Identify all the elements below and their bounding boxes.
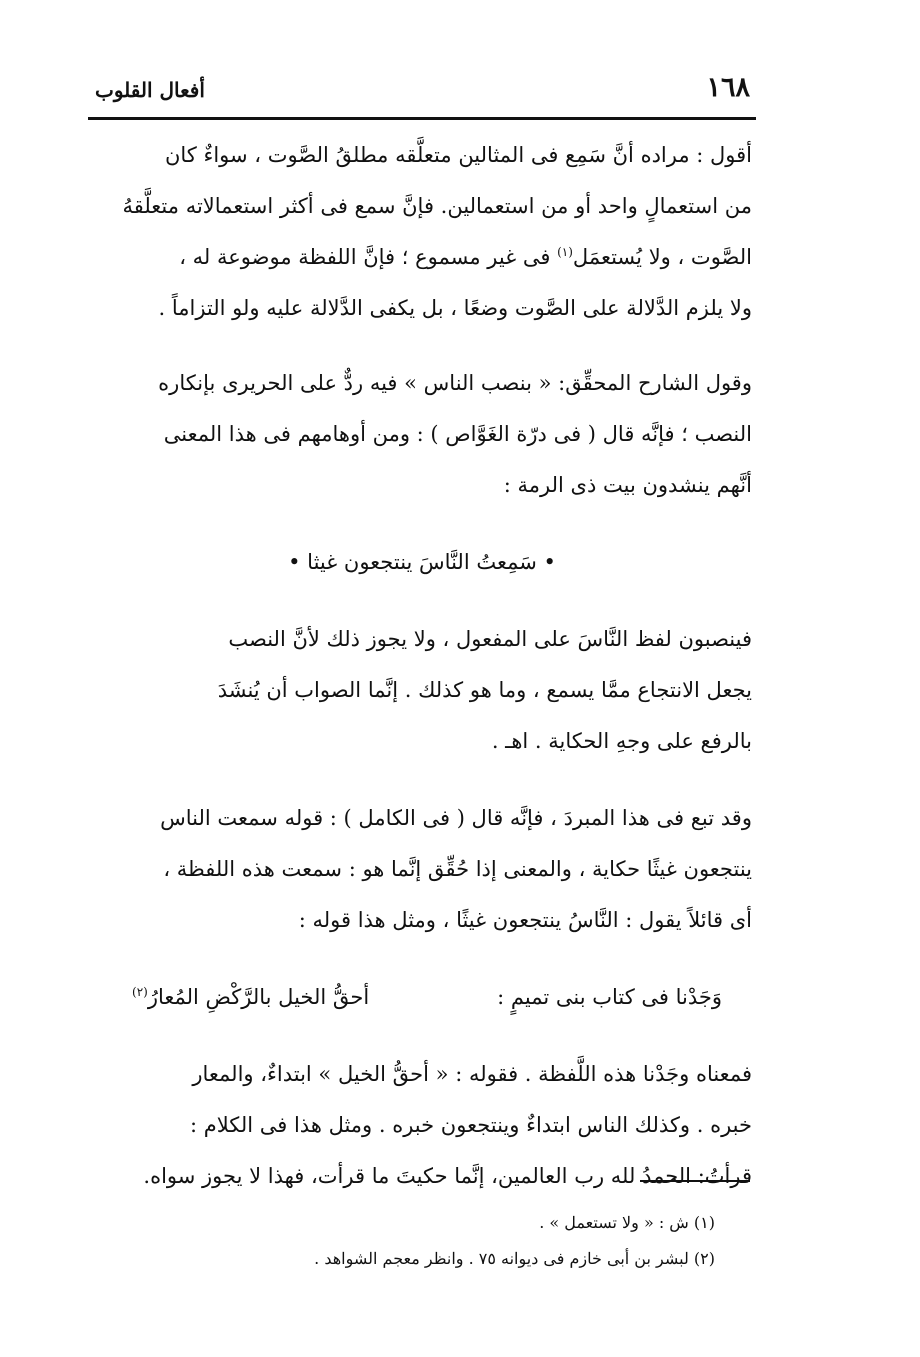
paragraph-gap bbox=[92, 1023, 752, 1049]
text-line: أى قائلاً يقول : النَّاسُ ينتجعون غيثًا ، ومثل هذا قوله : bbox=[298, 908, 752, 932]
main-text bbox=[92, 130, 752, 1202]
footnote-ref: (١) bbox=[557, 245, 573, 259]
page-header bbox=[95, 72, 755, 112]
text-line bbox=[92, 232, 752, 283]
text-line: وقد تبع فى هذا المبردَ ، فإنَّه قال ( فى الكامل ) : قوله سمعت الناس bbox=[160, 806, 752, 830]
text-line: أنَّهم ينشدون بيت ذى الرمة : bbox=[503, 473, 752, 497]
text-line: يجعل الانتجاع ممَّا يسمع ، وما هو كذلك . إنَّما الصواب أن يُنشَدَ bbox=[217, 678, 752, 702]
text-line: خبره . وكذلك الناس ابتداءٌ وينتجعون خبره . ومثل هذا فى الكلام : bbox=[189, 1113, 752, 1137]
running-title: أفعال القلوب bbox=[95, 78, 205, 102]
text-segment: أحقُّ الخيل بالرَّكْضِ المُعارُ bbox=[147, 985, 370, 1009]
footnote-2: (٢) لبشر بن أبى خازم فى ديوانه ٧٥ . وانظر معجم الشواهد . bbox=[314, 1249, 715, 1268]
text-line: قرأتُ: الحمدُ لله رب العالمين، إنَّما حكيتَ ما قرأت، فهذا لا يجوز سواه. bbox=[143, 1164, 752, 1188]
paragraph-gap bbox=[92, 334, 752, 358]
paragraph-gap bbox=[92, 511, 752, 537]
verse-first-hemistich: وَجَدْنا فى كتاب بنى تميمٍ : bbox=[497, 985, 722, 1009]
paragraph-4 bbox=[92, 793, 752, 946]
footnote-1: (١) ش : « ولا تستعمل » . bbox=[539, 1213, 715, 1232]
paragraph-gap bbox=[92, 946, 752, 972]
text-line: أقول : مراده أنَّ سَمِع فى المثالين متعلَّقه مطلقُ الصَّوت ، سواءٌ كان bbox=[164, 143, 752, 167]
verse-second-hemistich bbox=[132, 972, 369, 1023]
text-line: من استعمالٍ واحد أو من استعمالين. فإنَّ سمع فى أكثر استعمالاته متعلَّقهُ bbox=[122, 194, 752, 218]
header-rule bbox=[88, 117, 756, 120]
footnote-rule bbox=[640, 1180, 750, 1182]
paragraph-3 bbox=[92, 614, 752, 767]
text-line: فمعناه وجَدْنا هذه اللَّفظة . فقوله : « أحقُّ الخيل » ابتداءٌ، والمعار bbox=[192, 1062, 752, 1086]
text-line: ينتجعون غيثًا حكاية ، والمعنى إذا حُقِّق إنَّما هو : سمعت هذه اللفظة ، bbox=[163, 857, 752, 881]
paragraph-gap bbox=[92, 588, 752, 614]
text-line: النصب ؛ فإنَّه قال ( فى درّة الغَوَّاص ) : ومن أوهامهم فى هذا المعنى bbox=[163, 422, 752, 446]
text-segment: الصَّوت ، ولا يُستعمَل bbox=[572, 245, 752, 269]
text-segment: فى غير مسموع ؛ فإنَّ اللفظة موضوعة له ، bbox=[179, 245, 551, 269]
footnote-ref: (٢) bbox=[132, 985, 148, 999]
paragraph-1 bbox=[92, 130, 752, 334]
verse-quote: • سَمِعتُ النَّاسَ ينتجعون غيثا • bbox=[288, 550, 556, 574]
paragraph-gap bbox=[92, 767, 752, 793]
text-line: وقول الشارح المحقِّق: « بنصب الناس » فيه ردٌّ على الحريرى بإنكاره bbox=[158, 371, 752, 395]
text-line: بالرفع على وجهِ الحكاية . اهـ . bbox=[491, 729, 752, 753]
verse-couplet bbox=[92, 972, 752, 1023]
text-line: ولا يلزم الدَّلالة على الصَّوت وضعًا ، بل يكفى الدَّلالة عليه ولو التزاماً . bbox=[158, 296, 752, 320]
page-number: ١٦٨ bbox=[706, 72, 750, 103]
footnotes bbox=[260, 1205, 715, 1277]
text-line: فينصبون لفظ النَّاسَ على المفعول ، ولا يجوز ذلك لأنَّ النصب bbox=[228, 627, 752, 651]
paragraph-2 bbox=[92, 358, 752, 511]
